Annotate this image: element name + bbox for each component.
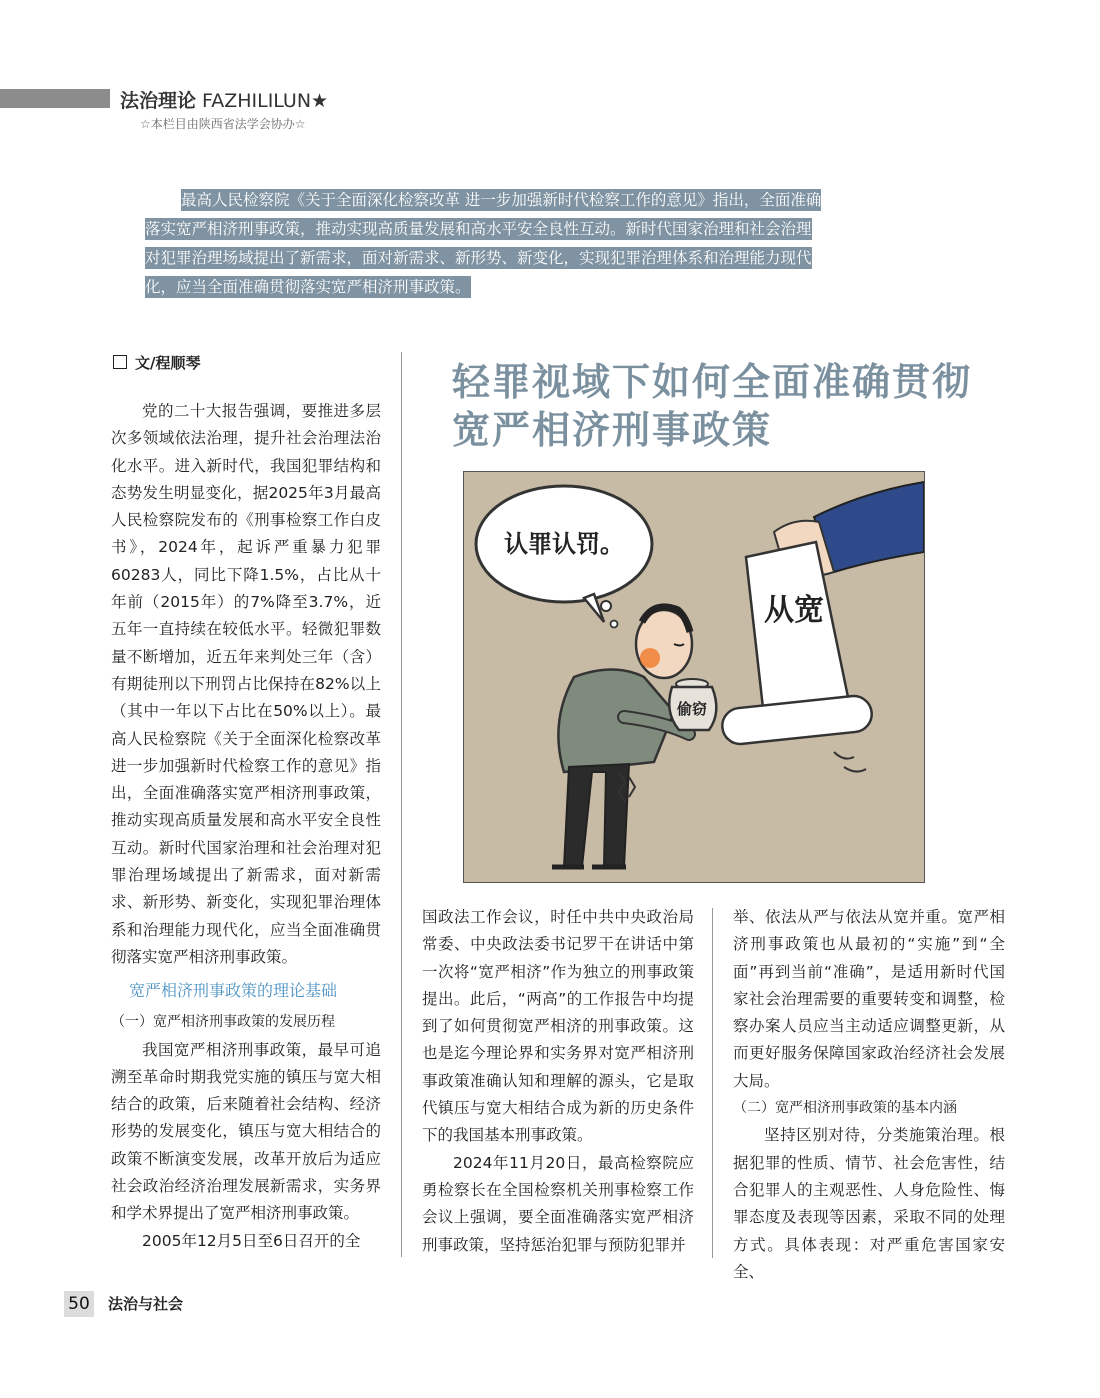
cartoon-svg (464, 472, 924, 882)
col3-paragraph-2: 坚持区别对待，分类施策治理。根据犯罪的性质、情节、社会危害性，结合犯罪人的主观恶性、人身危险性、悔罪态度及表现等因素，采取不同的处理方式。具体表现：对严重危害国家安全、 (733, 1126, 1005, 1281)
col2-paragraph-2: 2024年11月20日，最高检察院应勇检察长在全国检察机关刑事检察工作会议上强调，要全面准确落实宽严相济刑事政策，坚持惩治犯罪与预防犯罪并 (422, 1153, 694, 1254)
headline-line-2: 宽严相济刑事政策 (452, 408, 773, 452)
cartoon-illustration (463, 471, 925, 883)
col1-paragraph-3: 2005年12月5日至6日召开的全 (142, 1231, 361, 1250)
column-divider-2 (712, 908, 713, 1258)
col2-paragraph-1: 国政法工作会议，时任中共中央政治局常委、中央政法委书记罗干在讲话中第一次将“宽严相济”作为独立的刑事政策提出。此后，“两高”的工作报告中均提到了如何贯彻宽严相济的刑事政策。这也是迄今理论界和实务界对宽严相济刑事政策准确认知和理解的源头，它是取代镇压与宽大相结合成为新的历史条件下的我国基本刑事政策。 (422, 908, 694, 1145)
lead-paragraph (145, 186, 825, 302)
lead-text: 最高人民检察院《关于全面深化检察改革 进一步加强新时代检察工作的意见》指出，全面准确落实宽严相济刑事政策，推动实现高质量发展和高水平安全良性互动。新时代国家治理和社会治理对犯罪治理场域提出了新需求，面对新需求、新形势、新变化，实现犯罪治理体系和治理能力现代化，应当全面准确贯彻落实宽严相济刑事政策。 (145, 191, 822, 296)
text-column-1 (111, 398, 381, 1255)
square-icon (113, 355, 127, 369)
section-header-bar (0, 89, 110, 108)
subsection-heading-2: （二）宽严相济刑事政策的基本内涵 (733, 1100, 957, 1117)
scroll-text: 从宽 (764, 593, 824, 628)
text-column-3 (733, 904, 1005, 1286)
author-byline (113, 352, 200, 373)
col1-paragraph-2: 我国宽严相济刑事政策，最早可追溯至革命时期我党实施的镇压与宽大相结合的政策，后来随着社会结构、经济形势的发展变化，镇压与宽大相结合的政策不断演变发展，改革开放后为适应社会政治经济治理发展新需求，实务界和学术界提出了宽严相济刑事政策。 (111, 1040, 381, 1223)
headline-line-1: 轻罪视域下如何全面准确贯彻 (452, 360, 973, 404)
text-column-2 (422, 904, 694, 1259)
author-name: 文/程顺琴 (135, 354, 201, 372)
page-number: 50 (64, 1291, 94, 1317)
magazine-name: 法治与社会 (108, 1295, 184, 1313)
col1-paragraph-1: 党的二十大报告强调，要推进多层次多领域依法治理，提升社会治理法治化水平。进入新时代，我国犯罪结构和态势发生明显变化，据2025年3月最高人民检察院发布的《刑事检察工作白皮书》，2024年，起诉严重暴力犯罪60283人，同比下降1.5%，占比从十年前（2015年）的7%降至3.7%，近五年一直持续在较低水平。轻微犯罪数量不断增加，近五年来判处三年（含）有期徒刑以下刑罚占比保持在82%以上（其中一年以下占比在50%以上）。最高人民检察院《关于全面深化检察改革 进一步加强新时代检察工作的意见》指出，全面准确落实宽严相济刑事政策，推动实现高质量发展和高水平安全良性互动。新时代国家治理和社会治理对犯罪治理场域提出了新需求，面对新需求、新形势、新变化，实现犯罪治理体系和治理能力现代化，应当全面准确贯彻落实宽严相济刑事政策。 (111, 402, 381, 966)
col3-paragraph-1: 举、依法从严与依法从宽并重。宽严相济刑事政策也从最初的“实施”到“全面”再到当前“准确”，是适用新时代国家社会治理需要的重要转变和调整，检察办案人员应当主动适应调整更新，从而更好服务保障国家政治经济社会发展大局。 (733, 908, 1005, 1090)
column-divider-1 (401, 352, 402, 1257)
section-heading: 宽严相济刑事政策的理论基础 (129, 981, 338, 1001)
speech-text: 认罪认罚。 (504, 530, 624, 558)
column-title-latin: FAZHILILUN★ (202, 90, 329, 112)
jar-text: 偷窃 (676, 700, 708, 718)
column-title (120, 86, 328, 113)
column-title-cn: 法治理论 (120, 90, 197, 112)
article-headline (452, 358, 1052, 454)
column-subtitle: ☆本栏目由陕西省法学会协办☆ (140, 117, 306, 131)
subsection-heading-1: （一）宽严相济刑事政策的发展历程 (111, 1014, 335, 1031)
